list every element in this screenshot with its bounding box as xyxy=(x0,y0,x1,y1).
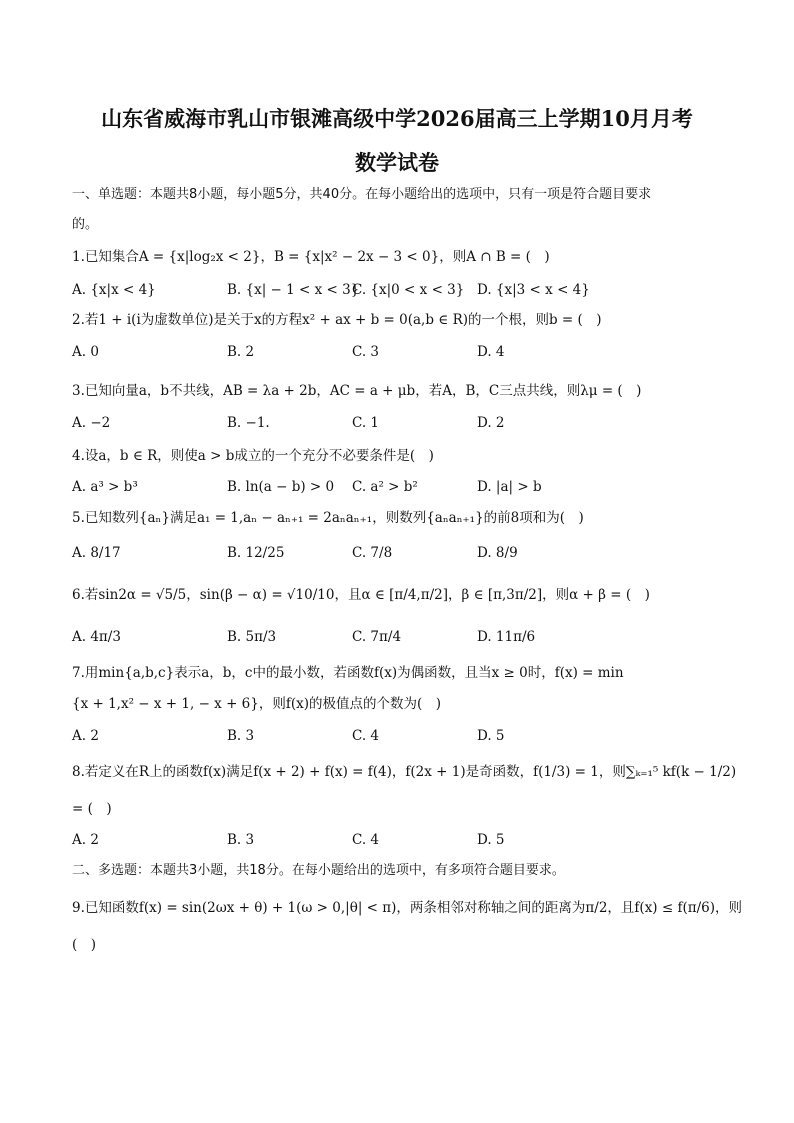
question-3-option-b: B. −1. xyxy=(227,415,270,431)
question-6-option-c: C. 7π/4 xyxy=(352,629,402,645)
question-3-stem: 3.已知向量a，b不共线，AB = λa + 2b，AC = a + μb，若A，B，C三点共线，则λμ = ( ) xyxy=(72,383,642,399)
question-8-option-c: C. 4 xyxy=(352,832,380,848)
question-9-stem-cont: ( ) xyxy=(72,937,97,953)
question-7-stem-cont: {x + 1,x² − x + 1, − x + 6}，则f(x)的极值点的个数为( ) xyxy=(72,696,442,712)
question-4-options xyxy=(72,477,732,497)
question-1-option-c: C. {x|0 < x < 3} xyxy=(352,282,465,298)
question-3-option-c: C. 1 xyxy=(352,415,380,431)
question-7-option-b: B. 3 xyxy=(227,728,255,744)
question-8-option-a: A. 2 xyxy=(72,832,99,848)
question-7-stem: 7.用min{a,b,c}表示a，b，c中的最小数，若函数f(x)为偶函数，且当x ≥ 0时，f(x) = min xyxy=(72,665,624,681)
question-2-option-c: C. 3 xyxy=(352,344,380,360)
question-5-option-c: C. 7/8 xyxy=(352,545,393,561)
question-7-options xyxy=(72,726,732,746)
section-1-intro-cont: 的。 xyxy=(72,217,99,232)
question-5-option-a: A. 8/17 xyxy=(72,545,121,561)
question-5-stem: 5.已知数列{aₙ}满足a₁ = 1,aₙ − aₙ₊₁ = 2aₙaₙ₊₁，则数列{aₙaₙ₊₁}的前8项和为( ) xyxy=(72,510,584,526)
question-8-stem: 8.若定义在R上的函数f(x)满足f(x + 2) + f(x) = f(4)，f(2x + 1)是奇函数，f(1/3) = 1，则∑ₖ₌₁⁵ kf(k − 1/2) xyxy=(72,764,737,780)
question-6-options xyxy=(72,627,732,647)
section-2-intro: 二、多选题：本题共3小题，共18分。在每小题给出的选项中，有多项符合题目要求。 xyxy=(72,863,565,878)
question-8-stem-cont: = ( ) xyxy=(72,801,112,817)
question-1-option-d: D. {x|3 < x < 4} xyxy=(477,282,590,298)
question-3-option-d: D. 2 xyxy=(477,415,505,431)
question-2-option-a: A. 0 xyxy=(72,344,99,360)
question-6-option-d: D. 11π/6 xyxy=(477,629,536,645)
question-1-option-a: A. {x|x < 4} xyxy=(72,282,156,298)
question-6-stem: 6.若sin2α = √5/5，sin(β − α) = √10/10，且α ∈ [π/4,π/2]，β ∈ [π,3π/2]，则α + β = ( ) xyxy=(72,587,650,603)
question-3-options xyxy=(72,413,732,433)
question-8-option-b: B. 3 xyxy=(227,832,255,848)
question-7-option-c: C. 4 xyxy=(352,728,380,744)
question-5-option-b: B. 12/25 xyxy=(227,545,285,561)
question-6-option-a: A. 4π/3 xyxy=(72,629,121,645)
question-2-options xyxy=(72,342,732,362)
question-1-option-b: B. {x| − 1 < x < 3} xyxy=(227,282,360,298)
question-2-stem: 2.若1 + i(i为虚数单位)是关于x的方程x² + ax + b = 0(a,b ∈ R)的一个根，则b = ( ) xyxy=(72,312,602,328)
question-4-option-b: B. ln(a − b) > 0 xyxy=(227,479,335,495)
question-1-stem: 1.已知集合A = {x|log₂x < 2}，B = {x|x² − 2x − 3 < 0}，则A ∩ B = ( ) xyxy=(72,249,550,265)
question-7-option-a: A. 2 xyxy=(72,728,99,744)
question-8-options xyxy=(72,830,732,850)
question-8-option-d: D. 5 xyxy=(477,832,505,848)
question-1-options xyxy=(72,280,732,300)
exam-title: 山东省威海市乳山市银滩高级中学2026届高三上学期10月月考 xyxy=(101,106,693,131)
exam-subtitle: 数学试卷 xyxy=(355,150,439,175)
question-4-option-d: D. |a| > b xyxy=(477,479,542,495)
question-4-option-c: C. a² > b² xyxy=(352,479,418,495)
question-5-option-d: D. 8/9 xyxy=(477,545,518,561)
question-2-option-b: B. 2 xyxy=(227,344,255,360)
question-6-option-b: B. 5π/3 xyxy=(227,629,277,645)
question-7-option-d: D. 5 xyxy=(477,728,505,744)
question-2-option-d: D. 4 xyxy=(477,344,505,360)
question-4-option-a: A. a³ > b³ xyxy=(72,479,138,495)
question-3-option-a: A. −2 xyxy=(72,415,111,431)
question-4-stem: 4.设a，b ∈ R，则使a > b成立的一个充分不必要条件是( ) xyxy=(72,448,434,464)
question-9-stem: 9.已知函数f(x) = sin(2ωx + θ) + 1(ω > 0,|θ| < π)，两条相邻对称轴之间的距离为π/2，且f(x) ≤ f(π/6)，则 xyxy=(72,900,743,916)
section-1-intro: 一、单选题：本题共8小题，每小题5分，共40分。在每小题给出的选项中，只有一项是符合题目要求 xyxy=(72,187,652,202)
question-5-options xyxy=(72,543,732,563)
